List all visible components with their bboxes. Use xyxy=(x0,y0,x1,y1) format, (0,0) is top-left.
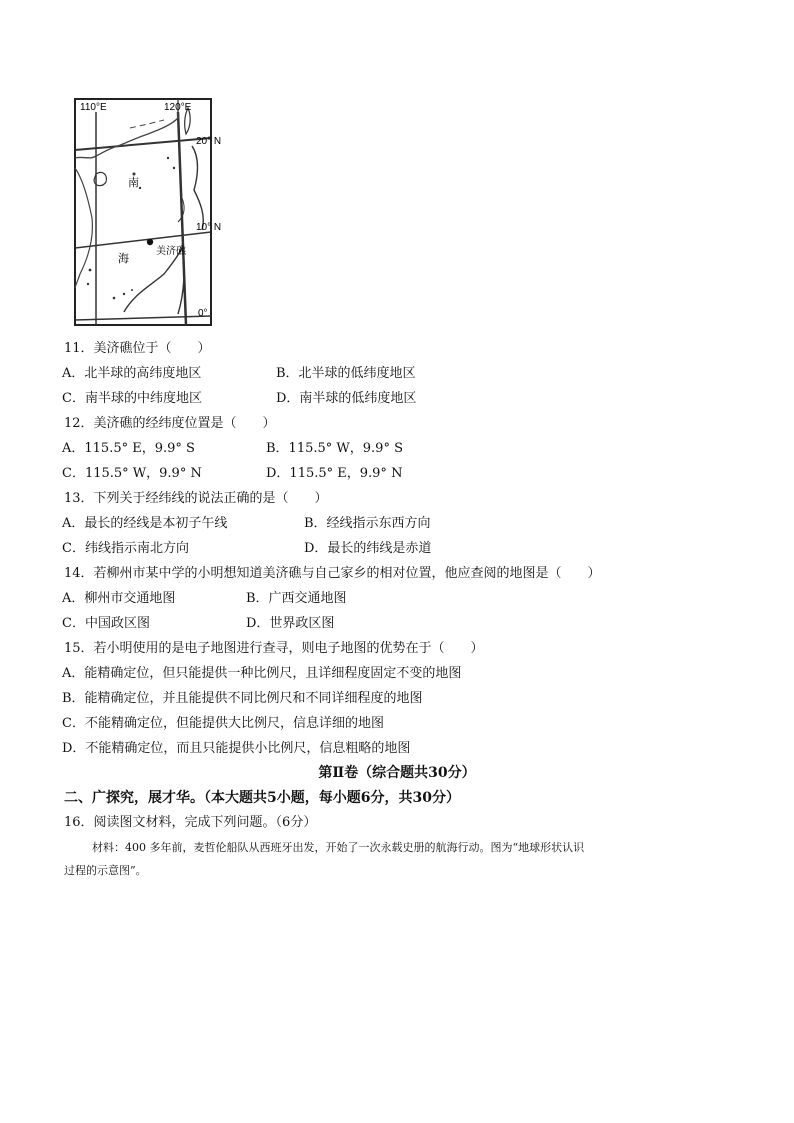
q15-option-c[interactable]: C．不能精确定位，但能提供大比例尺，信息详细的地图 xyxy=(62,716,384,731)
q11-option-d[interactable]: D．南半球的低纬度地区 xyxy=(276,391,417,406)
lon-label-120: 120°E xyxy=(164,102,192,113)
reef-label: 美济礁 xyxy=(156,246,186,257)
q15-option-b[interactable]: B．能精确定位，并且能提供不同比例尺和不同详细程度的地图 xyxy=(62,691,423,706)
q14-option-d[interactable]: D．世界政区图 xyxy=(246,616,335,631)
q12-option-b[interactable]: B．115.5° W，9.9° S xyxy=(266,441,403,456)
section-title: 第Ⅱ卷（综合题共30分） xyxy=(318,765,476,781)
q11-option-b[interactable]: B．北半球的低纬度地区 xyxy=(276,366,416,381)
q14-option-c[interactable]: C．中国政区图 xyxy=(62,616,150,631)
question-13-stem: 13．下列关于经纬线的说法正确的是（ ） xyxy=(64,491,328,506)
lon-label-110: 110°E xyxy=(80,102,107,113)
q14-option-a[interactable]: A．柳州市交通地图 xyxy=(62,591,176,606)
q13-option-c[interactable]: C．纬线指示南北方向 xyxy=(62,541,189,556)
q12-option-a[interactable]: A．115.5° E，9.9° S xyxy=(62,441,195,456)
q13-option-a[interactable]: A．最长的经线是本初子午线 xyxy=(62,516,228,531)
q13-option-b[interactable]: B．经线指示东西方向 xyxy=(304,516,431,531)
question-16-stem: 16．阅读图文材料，完成下列问题。（6分） xyxy=(64,815,317,830)
reef-marker xyxy=(147,239,153,245)
q15-option-a[interactable]: A．能精确定位，但只能提供一种比例尺，且详细程度固定不变的地图 xyxy=(62,666,462,681)
q12-option-c[interactable]: C．115.5° W，9.9° N xyxy=(62,466,202,481)
q13-option-d[interactable]: D．最长的纬线是赤道 xyxy=(304,541,432,556)
q14-option-b[interactable]: B．广西交通地图 xyxy=(246,591,347,606)
question-14-stem: 14．若柳州市某中学的小明想知道美济礁与自己家乡的相对位置，他应查阅的地图是（ ） xyxy=(64,566,601,581)
q11-option-a[interactable]: A．北半球的高纬度地区 xyxy=(62,366,202,381)
question-11-stem: 11．美济礁位于（ ） xyxy=(64,341,211,356)
q16-material-line2: 过程的示意图”。 xyxy=(64,864,147,877)
sea-label-south: 南 xyxy=(128,176,139,189)
lat-label-10: 10° N xyxy=(196,222,222,233)
question-12-stem: 12．美济礁的经纬度位置是（ ） xyxy=(64,416,276,431)
q15-option-d[interactable]: D．不能精确定位，而且只能提供小比例尺，信息粗略的地图 xyxy=(62,741,411,756)
south-china-sea-map xyxy=(74,98,222,326)
q12-option-d[interactable]: D．115.5° E，9.9° N xyxy=(266,466,403,481)
q16-material-line1: 材料：400 多年前，麦哲伦船队从西班牙出发，开始了一次永载史册的航海行动。图为“地球形状认识 xyxy=(92,841,585,854)
part-title: 二、广探究，展才华。（本大题共5小题，每小题6分，共30分） xyxy=(64,790,460,806)
lat-label-20: 20° N xyxy=(196,136,222,147)
q16-material xyxy=(64,836,734,860)
question-15-stem: 15．若小明使用的是电子地图进行查寻，则电子地图的优势在于（ ） xyxy=(64,641,484,656)
sea-label-sea: 海 xyxy=(118,252,129,265)
q11-option-c[interactable]: C．南半球的中纬度地区 xyxy=(62,391,202,406)
lat-label-0: 0° xyxy=(198,308,208,319)
